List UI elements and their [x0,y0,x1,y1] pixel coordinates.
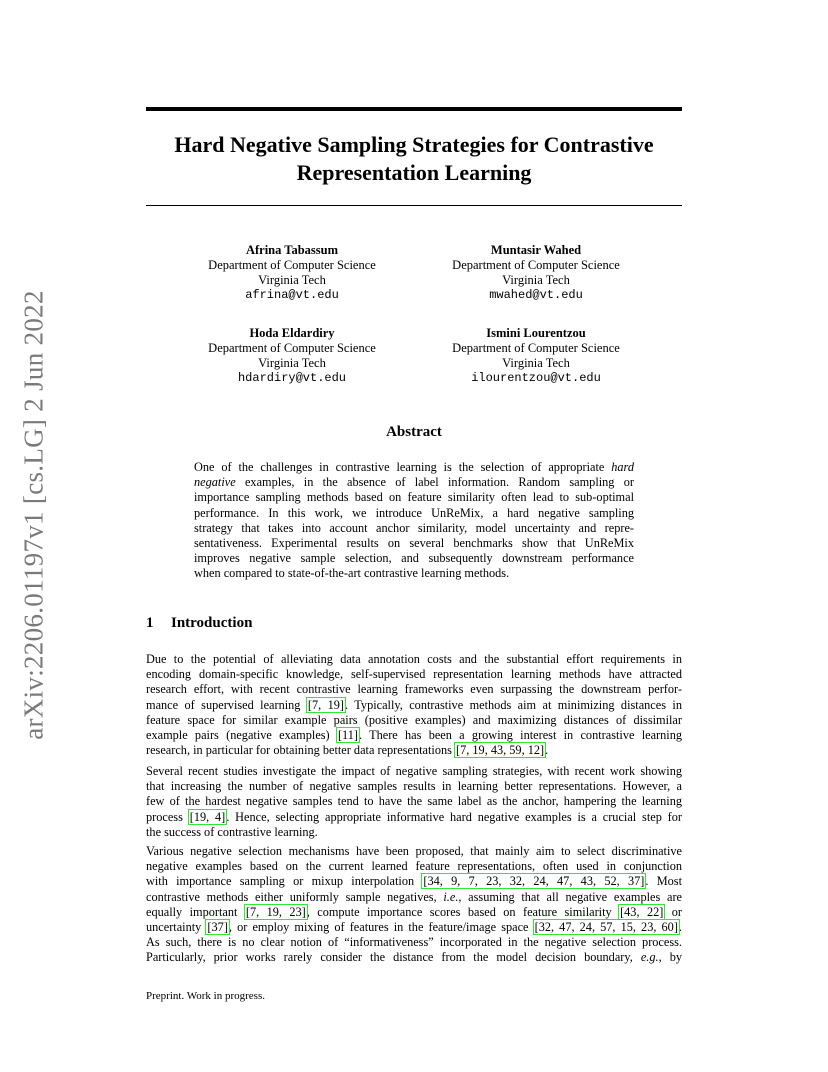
citation-link[interactable]: [32, 47, 24, 57, 15, 23, 60] [534,920,678,935]
author-name: Hoda Eldardiry [249,326,335,340]
citation-link[interactable]: [7, 19] [307,697,344,712]
text-line: that increasing the number of negative samples results in learning better representations. However, a [146,779,682,794]
citation-link[interactable]: [43, 22] [620,904,664,919]
text-line: few of the hardest negative samples tend to have the same label as the anchor, hampering the learning [146,794,682,809]
abstract-line: One of the challenges in contrastive learning is the selection of appropriate hard [194,460,634,474]
author-name: Muntasir Wahed [490,243,582,257]
intro-paragraph-3 [146,844,682,966]
title-bottom-rule [146,205,682,206]
section-number: 1 [146,615,154,631]
text-line: process [19, 4]. Hence, selecting appropriate informative hard negative examples is a crucial step for [146,809,683,824]
text-line: with importance sampling or mixup interpolation [34, 9, 7, 23, 32, 24, 47, 43, 52, 37]. Most [146,874,682,889]
arxiv-side-stamp [14,290,54,740]
author-department: Department of Computer Science [208,258,376,272]
author-name: Ismini Lourentzou [486,326,586,340]
abstract-line: when compared to state-of-the-art contrastive learning methods. [194,566,510,581]
emphasis: hard [611,460,634,474]
emphasis: negative [194,475,236,490]
text-line: the success of contrastive learning. [146,824,318,839]
text-line: feature space for similar example pairs (positive examples) and maximizing distances of dissimilar [146,712,682,727]
citation-link[interactable]: [7, 19, 43, 59, 12] [456,743,545,758]
abstract-line: improves negative sample selection, and subsequently downstream performance [194,551,634,566]
author-email[interactable]: afrina@vt.edu [245,288,339,302]
abstract-line: negative examples, in the absence of label information. Random sampling or [194,475,635,490]
author-department: Department of Computer Science [208,341,376,355]
abstract-line: performance. In this work, we introduce UnReMix, a hard negative sampling [194,505,634,520]
author-email[interactable]: mwahed@vt.edu [489,288,583,302]
author-block-1 [162,243,422,303]
paper-title [146,131,682,187]
text-line: equally important [7, 19, 23], compute importance scores based on feature similarity [43, 22] or [146,904,682,919]
citation-link[interactable]: [37] [207,920,228,935]
arxiv-identifier: arXiv:2206.01197v1 [cs.LG] 2 Jun 2022 [18,290,49,740]
text-line: example pairs (negative examples) [11]. There has been a growing interest in contrastive learning [146,728,682,743]
title-line-1: Hard Negative Sampling Strategies for Contrastive [174,132,654,157]
abstract-line: importance sampling methods based on feature similarity often lead to sub-optimal [194,490,634,505]
author-email[interactable]: hdardiry@vt.edu [237,371,347,385]
author-email[interactable]: ilourentzou@vt.edu [471,371,601,385]
author-institution: Virginia Tech [502,356,570,370]
text-line: encoding domain-specific knowledge, self-supervised representation learning methods have attracted [146,667,682,682]
text-line: research effort, with recent contrastive learning frameworks even surpassing the downstream perfor- [146,682,682,697]
text-line: Several recent studies investigate the impact of negative sampling strategies, with recent work showing [146,764,682,778]
title-top-rule [146,107,682,111]
citation-link[interactable]: [19, 4] [189,809,226,824]
citation-link[interactable]: [34, 9, 7, 23, 32, 24, 47, 43, 52, 37] [423,874,645,889]
text-line: mance of supervised learning [7, 19]. Typically, contrastive methods aim at minimizing distances in [146,697,682,712]
intro-paragraph-2 [146,764,682,840]
citation-link[interactable]: [11] [337,728,358,743]
author-name: Afrina Tabassum [245,243,339,257]
author-institution: Virginia Tech [258,356,326,370]
author-institution: Virginia Tech [502,273,570,287]
section-title: Introduction [171,615,253,631]
emphasis: i.e. [443,889,459,904]
text-line: uncertainty [37], or employ mixing of features in the feature/image space [32, 47, 24, 57, 15, 23, 60]. [146,920,682,935]
abstract-body [194,460,634,582]
citation-link[interactable]: [7, 19, 23] [245,904,306,919]
text-line: Particularly, prior works rarely consider the distance from the model decision boundary, e.g., by [146,950,682,965]
abstract-heading: Abstract [386,424,442,440]
text-line: Various negative selection mechanisms have been proposed, that mainly aim to select discriminative [146,844,682,858]
section-heading [146,615,252,632]
title-line-2: Representation Learning [296,160,532,185]
author-block-2 [406,243,666,303]
text-line: research, in particular for obtaining better data representations [7, 19, 43, 59, 12]. [146,743,549,758]
author-department: Department of Computer Science [452,258,620,272]
author-block-4 [406,326,666,386]
text-line: negative examples based on the current learned feature representations, often used in conjunction [146,859,682,874]
author-department: Department of Computer Science [452,341,620,355]
footer-note: Preprint. Work in progress. [146,990,265,1002]
emphasis: e.g. [640,950,659,965]
intro-paragraph-1 [146,652,682,758]
text-line: Due to the potential of alleviating data annotation costs and the substantial effort requirements in [146,652,682,666]
author-institution: Virginia Tech [258,273,326,287]
abstract-line: strategy that takes into account anchor similarity, model uncertainty and repre- [194,520,634,535]
abstract-line: sentativeness. Experimental results on several benchmarks show that UnReMix [194,536,634,551]
text-line: As such, there is no clear notion of “informativeness” incorporated in the negative selection process. [146,935,682,950]
author-block-3 [162,326,422,386]
text-line: contrastive methods either uniformly sample negatives, i.e., assuming that all negative examples are [146,889,682,904]
